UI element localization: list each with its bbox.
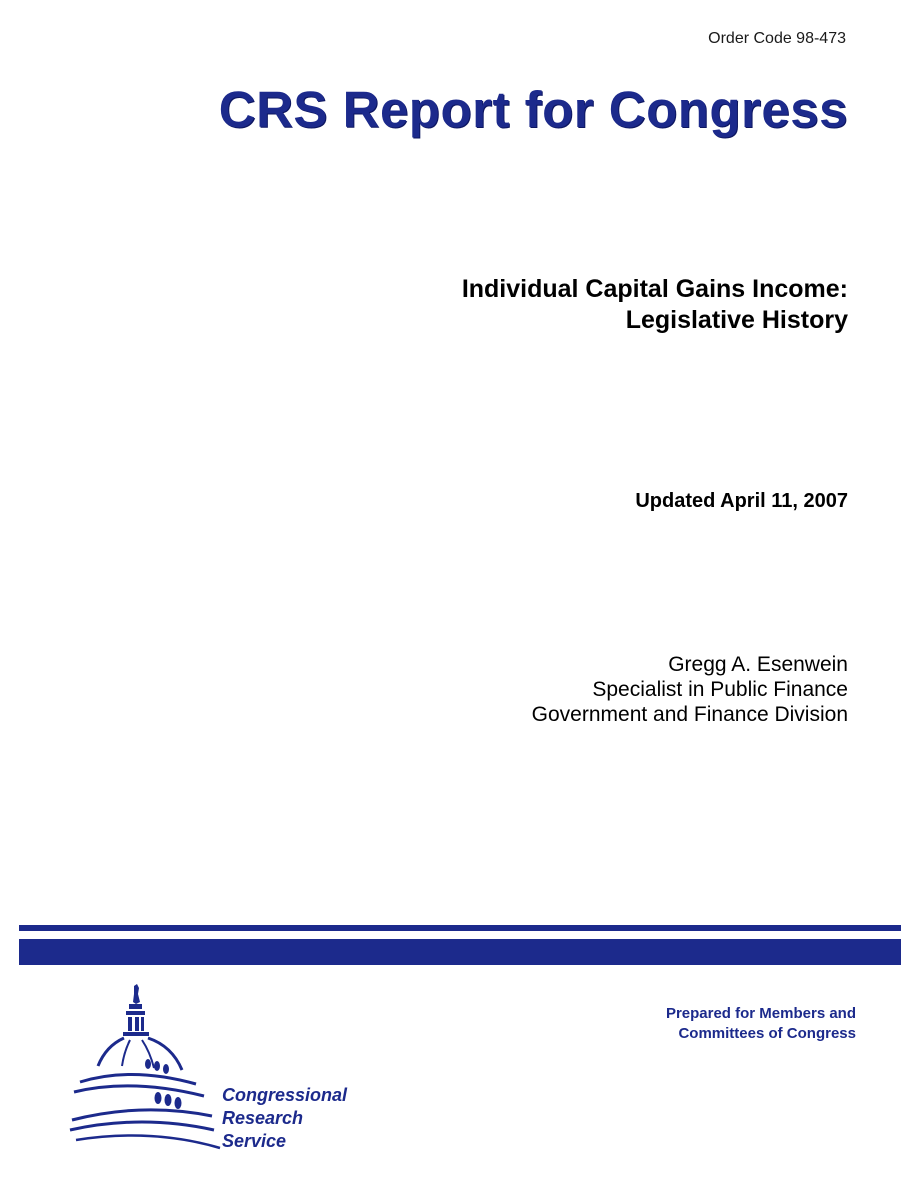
author-block — [532, 652, 848, 727]
logo-text — [222, 1084, 347, 1153]
author-name: Gregg A. Esenwein — [668, 653, 848, 676]
capitol-dome-icon — [62, 980, 222, 1160]
prepared-line-1: Prepared for Members and — [665, 1005, 856, 1022]
updated-date: Updated April 11, 2007 — [635, 490, 848, 512]
divider-thin — [19, 925, 901, 931]
report-title — [462, 274, 848, 336]
logo-text-line-3: Service — [222, 1131, 287, 1151]
crs-logo — [62, 980, 372, 1160]
author-division: Government and Finance Division — [531, 703, 848, 726]
report-title-line-1: Individual Capital Gains Income: — [461, 275, 848, 303]
divider-thick — [19, 939, 901, 965]
order-code: Order Code 98-473 — [708, 30, 846, 47]
prepared-for-statement — [666, 1004, 856, 1044]
report-title-line-2: Legislative History — [625, 306, 848, 334]
author-position: Specialist in Public Finance — [592, 678, 848, 701]
prepared-line-2: Committees of Congress — [678, 1025, 856, 1042]
logo-text-line-2: Research — [222, 1108, 304, 1128]
logo-text-line-1: Congressional — [222, 1085, 348, 1105]
crs-masthead: CRS Report for Congress — [218, 81, 848, 138]
